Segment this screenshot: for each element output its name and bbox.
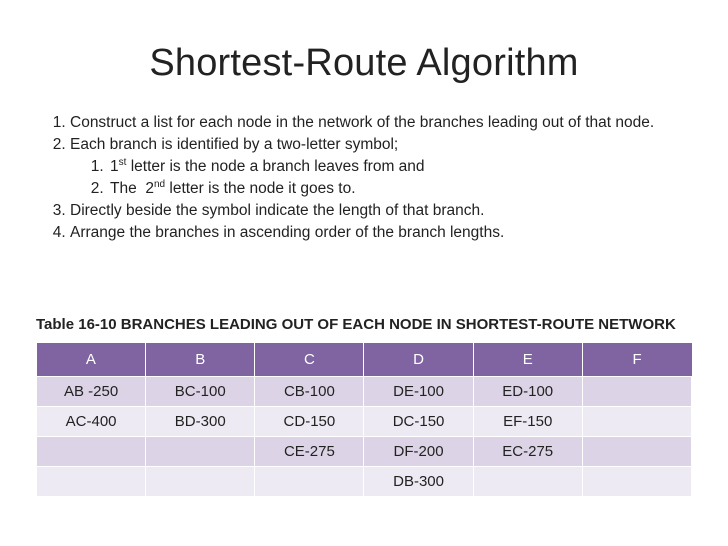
- table-cell: [146, 437, 255, 467]
- table-cell: [582, 377, 691, 407]
- column-header-e: E: [473, 343, 582, 377]
- table-cell: [473, 467, 582, 497]
- table-caption: Table 16-10 BRANCHES LEADING OUT OF EACH NODE IN SHORTEST-ROUTE NETWORK: [36, 316, 676, 333]
- ordinal-suffix: st: [118, 156, 127, 168]
- step-item: [70, 222, 710, 244]
- branches-table: [36, 343, 692, 497]
- table-cell: AB -250: [37, 377, 146, 407]
- step-text: Arrange the branches in ascending order of the branch lengths.: [70, 224, 505, 241]
- step-text: Each branch is identified by a two-letter symbol;: [70, 136, 399, 153]
- table-cell: CB-100: [255, 377, 364, 407]
- ordinal-suffix: nd: [153, 178, 166, 190]
- table-cell: CE-275: [255, 437, 364, 467]
- column-header-a: A: [37, 343, 146, 377]
- table-header-row: [37, 343, 692, 377]
- sub-step-item: [108, 156, 710, 178]
- step-text: Directly beside the symbol indicate the length of that branch.: [70, 202, 485, 219]
- table-cell: [255, 467, 364, 497]
- column-header-c: C: [255, 343, 364, 377]
- column-header-b: B: [146, 343, 255, 377]
- sub-step-text: letter is the node it goes to.: [165, 180, 356, 197]
- table-row: [37, 437, 692, 467]
- table-cell: [582, 467, 691, 497]
- table-cell: DE-100: [364, 377, 473, 407]
- step-text: Construct a list for each node in the network of the branches leading out of that node.: [70, 114, 655, 131]
- sub-step-text: letter is the node a branch leaves from and: [126, 158, 425, 175]
- table-cell: [37, 467, 146, 497]
- steps-list: [40, 112, 710, 244]
- slide-title: Shortest-Route Algorithm: [149, 42, 579, 84]
- table-cell: ED-100: [473, 377, 582, 407]
- table-cell: [582, 437, 691, 467]
- table-cell: DB-300: [364, 467, 473, 497]
- table-cell: EF-150: [473, 407, 582, 437]
- table-row: [37, 407, 692, 437]
- sub-steps-list: [70, 156, 710, 200]
- step-item: [70, 200, 710, 222]
- table-cell: BC-100: [146, 377, 255, 407]
- ordinal-number: 2: [145, 180, 154, 197]
- table-cell: AC-400: [37, 407, 146, 437]
- table-cell: CD-150: [255, 407, 364, 437]
- sub-step-lead: The: [110, 180, 146, 197]
- step-item: [70, 112, 710, 134]
- ordinal-number: 1: [110, 158, 119, 175]
- step-item: [70, 134, 710, 200]
- column-header-f: F: [582, 343, 691, 377]
- table-cell: [146, 467, 255, 497]
- table-cell: [37, 437, 146, 467]
- table-row: [37, 467, 692, 497]
- table-cell: EC-275: [473, 437, 582, 467]
- table-cell: DF-200: [364, 437, 473, 467]
- column-header-d: D: [364, 343, 473, 377]
- table-cell: [582, 407, 691, 437]
- table-cell: DC-150: [364, 407, 473, 437]
- table-row: [37, 377, 692, 407]
- table-cell: BD-300: [146, 407, 255, 437]
- sub-step-item: [108, 178, 710, 200]
